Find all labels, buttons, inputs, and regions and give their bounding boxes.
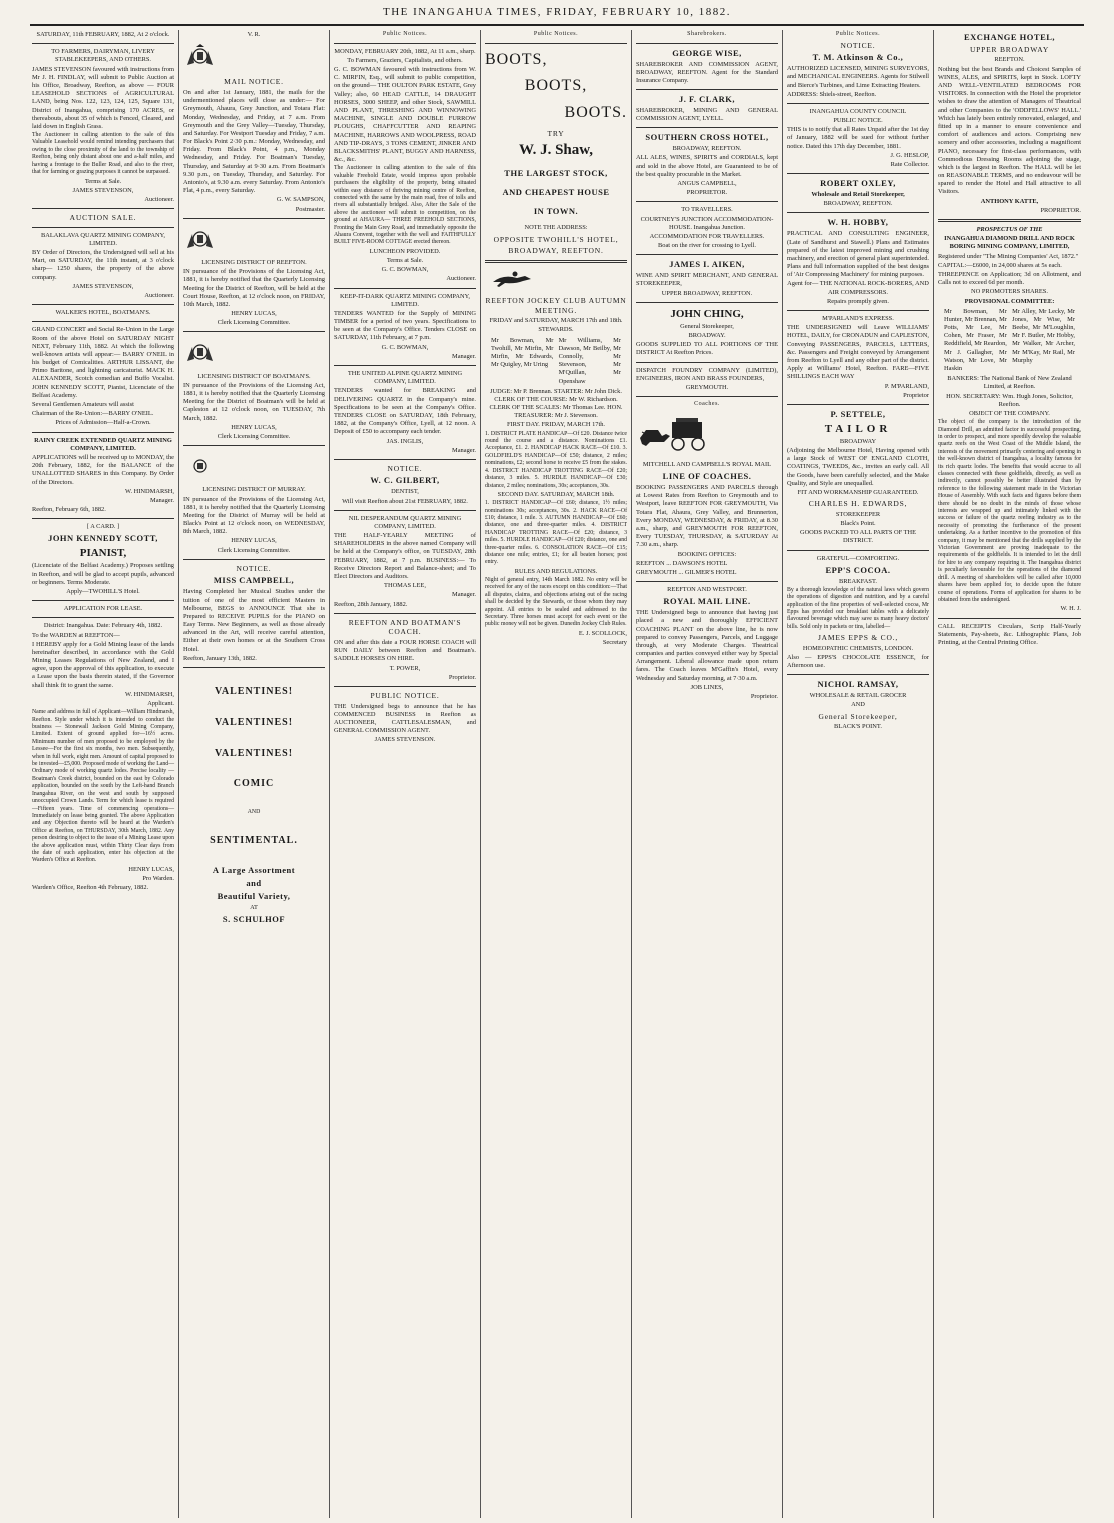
valentines-comic: COMIC — [233, 778, 275, 790]
prospectus-no-promoters: NO PROMOTERS SHARES. — [971, 288, 1048, 296]
oxley-sub: Wholesale and Retail Storekeeper, — [811, 191, 905, 199]
auction-role: Auctioneer. — [144, 195, 174, 203]
settele-address: BROADWAY — [839, 437, 877, 445]
keep-it-dark-body: TENDERS WANTED for the Supply of MINING TIMBER for a period of two years. Specifications to be seen at the Company's Office. Tenders CLOSE on SATURDAY, 11th February, at 7 p.m. — [334, 309, 476, 342]
mitchell-campbell-body: BOOKING PASSENGERS AND PARCELS through at Lowest Rates from Reefton to Greymouth and to Westport, leave REEFTON FOR GREYMOUTH, Via Totara Flat, Ahaura, Grey Valley, and Brunnerton, Every MONDAY, WEDNESDAY, & FRIDAY, at 8.30 a.m., sharp, and GREYMOUTH FOR REEFTON, Every TUESDAY, THURSDAY, & SATURDAY At 7.30 a.m., sharp. — [636, 484, 778, 549]
mparland-signature: P. M'PARLAND, — [884, 382, 929, 390]
reefton-boatmans-body: ON and after this date a FOUR HORSE COACH will RUN DAILY between Reefton and Boatman's. SADDLE HORSES ON HIRE. — [334, 638, 476, 663]
auction-signature: JAMES STEVENSON, — [72, 186, 134, 194]
shaw-opposite: OPPOSITE TWOHILL'S HOTEL, — [493, 234, 619, 244]
valentines-1: VALENTINES! — [214, 686, 294, 697]
epps-breakfast: BREAKFAST. — [839, 577, 877, 585]
nil-desperandum-body: THE HALF-YEARLY MEETING of SHAREHOLDERS in the above named Company will be held at the Company's office, on TUESDAY, 28th FEBRUARY, 1882, at 7 p.m. BUSINESS:— To Receive Directors Report and Balance-sheet; and To Elect Directors and Auditors. — [334, 532, 476, 581]
boots-try: TRY — [547, 129, 565, 139]
call-receipts: CALL RECEIPTS Circulars, Scrip Half-Yearly Statements, Pay-sheets, &c. Lithographic Plans, Job Printing, at the Central Printing Office. — [938, 622, 1081, 646]
bowman-signature: G. C. BOWMAN, — [381, 266, 429, 274]
southern-cross-address: BROADWAY, REEFTON. — [672, 145, 742, 153]
prospectus-secretary: HON. SECRETARY: Wm. Hugh Jones, Solicitor, Reefton. — [946, 392, 1073, 408]
coaches-label: Coaches. — [694, 401, 720, 408]
schulhof-name: S. SCHULHOF — [222, 914, 286, 925]
atkinson-name: T. M. Atkinson & Co., — [812, 52, 904, 63]
rainy-body: APPLICATIONS will be received up to MONDAY, the 20th February, 1882, for the BALANCE of the UNALLOTTED SHARES in this Company. By Order of the Directors. — [32, 453, 174, 486]
nil-desperandum-title: NIL DESPERANDUM QUARTZ MINING COMPANY, LIMITED. — [348, 514, 462, 530]
miss-campbell-title: MISS CAMPBELL, — [213, 575, 295, 586]
atkinson-notice: NOTICE. — [840, 40, 876, 50]
epps-cocoa: EPP'S COCOA. — [825, 564, 891, 575]
prospectus-company: INANGAHUA DIAMOND DRILL AND ROCK BORING MINING COMPANY, LIMITED, — [944, 235, 1075, 251]
atkinson-address: ADDRESS: Shiels-street, Reefton. — [787, 90, 877, 98]
valentines-and-2: and — [246, 878, 262, 889]
shaw-broadway: BROADWAY, REEFTON. — [508, 246, 604, 256]
mitchell-campbell-title: MITCHELL AND CAMPBELL'S ROYAL MAIL — [642, 460, 772, 468]
walker-prices: Prices of Admission—Half-a-Crown. — [55, 419, 151, 427]
settele-tailor: TAILOR — [824, 422, 892, 435]
column-4 — [481, 30, 632, 1518]
notice-title: NOTICE. — [236, 563, 272, 573]
prospectus-bankers: BANKERS: The National Bank of New Zealand Limited, at Reefton. — [947, 375, 1072, 391]
second-day-events: 1. DISTRICT HANDICAP—Of £60; distance, 1½ miles; nominations 30s; acceptances, 30s. 2. HACK RACE—Of £10; distance, 1 mile. 3. AUTUMN HANDICAP—Of £60; distance, one and three-quarter miles. 4. DISTRICT HANDICAP TROTTING RACE—Of £20; distance, 3 miles. 5. HURDLE HANDICAP—Of £20; distance, one and three-quarter miles. 6. CONSOLATION RACE—Of £15; distance one mile; entries, £1; for all beaten horses; post entry. — [485, 500, 627, 566]
section-label: Public Notices. — [835, 31, 881, 37]
royal-arms-emblem — [183, 43, 217, 69]
auction-terms: Terms at Sale. — [84, 177, 122, 185]
balaklava-company: BALAKLAVA QUARTZ MINING COMPANY, LIMITED. — [40, 231, 165, 247]
licensing-murray-title: LICENSING DISTRICT OF MURRAY. — [202, 486, 306, 494]
county-council-body: THIS is to notify that all Rates Unpaid after the 1st day of January, 1882 will be sued for without further notice. Dated this 17th day December, 1881. — [787, 126, 929, 150]
royal-arms-emblem — [183, 226, 217, 252]
bowman-terms: Terms at Sale. — [386, 256, 424, 264]
miss-campbell-body: Having Completed her Musical Studies under the tuition of one of the most efficient Masters in Melbourne, BEGS to ANNOUNCE That she is Prepared to RECEIVE PUPILS for the PIANO on Easy Terms. New Beginners, as well as those already advanced in the Art, will receive careful attention, Either at their own homes or at the Southern Cross Hotel. — [183, 588, 325, 653]
rules-title: RULES AND REGULATIONS. — [514, 567, 598, 575]
royal-mail-role: Proprietor. — [750, 693, 778, 701]
clark-name: J. F. CLARK, — [679, 94, 735, 105]
miss-campbell-date: Reefton, January 13th, 1882. — [183, 654, 257, 662]
nil-desperandum-role: Manager. — [452, 591, 476, 599]
lease-role-2: Pro Warden. — [142, 874, 174, 882]
column-6 — [783, 30, 934, 1518]
john-ching-body: GOODS SUPPLIED TO ALL PORTIONS OF THE DISTRICT At Reefton Prices. — [636, 341, 778, 357]
prospectus-committee: PROVISIONAL COMMITTEE: — [964, 297, 1055, 305]
county-council-title: INANGAHUA COUNTY COUNCIL — [809, 107, 907, 115]
mail-role: Postmaster. — [295, 205, 325, 213]
aiken-address: UPPER BROADWAY, REEFTON. — [661, 289, 753, 297]
licensing-murray-role: Clerk Licensing Committee. — [217, 546, 291, 554]
exchange-hotel-signature: ANTHONY KATTE, — [980, 197, 1039, 205]
oxley-name: ROBERT OXLEY, — [820, 178, 896, 189]
gilbert-name: W. C. GILBERT, — [370, 475, 440, 486]
auction-note: The Auctioneer in calling attention to the sale of this Valuable Leasehold would remind intending purchasers that owing to the close proximity of the land to the township of Reefton, being only distant about one and a-half miles, and having a frontage to the Buller Road, and also to the river, that for farming or grazing purposes it cannot be surpassed. — [32, 132, 174, 176]
shaw-town: IN TOWN. — [533, 205, 579, 216]
royal-arms-emblem — [183, 339, 217, 365]
bowman-role: Auctioneer. — [446, 275, 476, 283]
courtneys-junction: COURTNEY'S JUNCTION ACCOMMODATION-HOUSE. Inangahua Junction. — [640, 215, 774, 231]
jockey-club-title: REEFTON JOCKEY CLUB AUTUMN MEETING. — [485, 296, 627, 315]
prospectus-body: The object of the company is the introduction of the Diamond Drill, an admitted factor in successful prospecting, in order to prospect, and more speedily develop the valuable quartz reefs on the West Coast of the Middle Island, the interests of the movement primarily centering and opening in the well-known district of Inangahua, a locality famous for its rich quartz lodes. The benefits that would accrue to all classes connected with these goldfields, directly, as well as indirectly, cannot possibly be better illustrated than by reference to the following statement made in the Victorian House of Assembly. With such facts and figures before them there should be no doubt in the minds of those whose interests are wrapped up and intimately linked with the success or failure of the quartz reefing industry as to the necessity of promoting the furtherance of the present undertaking. As a further incentive to the promotion of this company, it may be mentioned that the drills supplied by the Victorian Government are proving inadequate to the requirements of the goldfields. It is intended to let the drill for hire to any company requiring it. The Inangahua district is peculiarly favourable for the operations of the diamond drill. A meeting of shareholders will be called after 10,000 shares have been applied for, to decide upon the future course of operations. Forms of application for shares to be obtained from the undersigned. — [938, 419, 1081, 603]
oxley-address: BROADWAY, REEFTON. — [823, 200, 893, 208]
lease-date: Warden's Office, Reefton 4th February, 1882. — [32, 884, 149, 892]
exchange-hotel-body: Nothing but the best Brands and Choicest Samples of WINES, ALES, and SPIRITS, kept in Stock. LOFTY AND WELL-VENTILATED BEDROOMS FOR VISITORS. In connection with the Hotel the proprietor wishes to draw the attention of Managers of Theatrical and other Companies to the 'ODDFELLOWS' HALL.' Which has lately been entirely renovated, enlarged, and fitted up in a manner to ensure convenience and comfort of audiences and actors. Comprising new scenery and other accessories, including a magnificent PIANO, necessary for first-class performances, with Commodious Dressing Rooms adjoining the stage, which is the largest in Reefton. The HALL will be let on REASONABLE TERMS, and no endeavour will be spared to render the Hotel and Hall attractive to all Visitors. — [938, 65, 1081, 196]
column-5 — [632, 30, 783, 1518]
royal-mail-line: ROYAL MAIL LINE. — [663, 596, 751, 607]
licensing-boatmans-title: LICENSING DISTRICT OF BOATMAN'S. — [197, 372, 311, 380]
nil-desperandum-signature: THOMAS LEE, — [384, 582, 426, 590]
rainy-title: RAINY CREEK EXTENDED QUARTZ MINING COMPANY, LIMITED. — [34, 436, 172, 452]
reefton-boatmans-role: Proprietor. — [448, 673, 476, 681]
auction-to: TO FARMERS, DAIRYMAN, LIVERY STABLEKEEPERS, AND OTHERS. — [51, 48, 155, 64]
dispatch-foundry-address: GREYMOUTH. — [685, 383, 729, 391]
george-wise-body: SHAREBROKER AND COMMISSION AGENT, BROADWAY, REEFTON. Agent for the Standard Insurance Company. — [636, 60, 778, 84]
section-label: Public Notices. — [382, 31, 428, 37]
prospectus-title: PROSPECTUS OF THE — [976, 226, 1043, 234]
line-of-coaches: LINE OF COACHES. — [662, 471, 752, 482]
lease-details: Name and address in full of Applicant—William Hindmarsh, Reefton. Style under which it is intended to conduct the business — Stonewall Jackson Gold Mining Company, Limited. Extent of ground applied for—16½ acres. Minimum number of men proposed to be employed by the Lessee—For the first six months, two men. Subsequently, when in full work, eight men. Amount of capital proposed to be invested—£5,000. Proposed mode of working the Land—Ordinary mode of working quartz lodes. Precise locality — Boatman's Creek district, bounded on the east by Colorado application, bounded on the south by the Left-hand Branch Inangahua River, on the west and south by supposed unoccupied Crown Lands. Term for which lease is required—Fifteen years. Time of commencing operations—Immediately on lease being granted. The above Application and any Objection thereto will be heard at the Warden's Office at Reefton, on THURSDAY, 30th March, 1882. Any person desiring to object to the issue of a Mining Lease upon the above application must, within Thirty Clear days from the date of such application, enter his objection at the Warden's Office at Reefton. — [32, 709, 174, 864]
jockey-club-dates: FRIDAY and SATURDAY, MARCH 17th and 18th. — [489, 317, 623, 325]
committee-list — [938, 307, 1081, 375]
stewards-left: Mr Bowman, Mr Twohill, Mr Mirfin, Mr Mirfin, Mr Edwards, Mr Quigley, Mr Uring — [491, 336, 554, 369]
lease-signature-2: HENRY LUCAS, — [128, 865, 174, 873]
rainy-date: Reefton, February 6th, 1882. — [32, 506, 106, 514]
settele-body: (Adjoining the Melbourne Hotel, Having opened with a large Stock of WEST OF ENGLAND CLOTH, COATINGS, TWEEDS, &c., invites an early call. All the Goods, have been carefully selected, and the Make Quality, and Style are unequalled. — [787, 447, 929, 487]
gilbert-dentist: DENTIST, — [391, 488, 419, 496]
hobby-repairs: Repairs promptly given. — [827, 297, 889, 305]
walker-title: WALKER'S HOTEL, BOATMAN'S. — [55, 309, 151, 317]
county-council-public: PUBLIC NOTICE. — [833, 117, 883, 125]
rainy-signature: W. HINDMARSH, — [125, 487, 174, 495]
edwards-address: Black's Point. — [840, 519, 876, 527]
gilbert-notice: NOTICE. — [387, 463, 423, 473]
mail-notice-body: On and after 1st January, 1881, the mails for the undermentioned places will close as under:— For Greymouth, Ahaura, Grey Junction, and Totara Flat: Monday, Wednesday, and Friday, at 7 a.m. From Greymouth and the Grey Valley—Tuesday, Thursday, and Saturday. For Westport Tuesday and Friday, 7 a.m. For Black's Point 2·30 p.m.: Monday, Wednesday, and Friday. From Black's Point, 4 p.m., Monday Wednesday, and Friday. For Boatman's Tuesday, Thursday, and Saturday at 9·30 a.m. From Boatman's 9.30 p.m., on Tuesday, Thursday, and Saturday. For Antonio's, at 9.30 a.m. every Saturday. From Antonio's Flat, 4 p.m., every Saturday. — [183, 88, 325, 195]
column-3 — [330, 30, 481, 1518]
bowman-date: MONDAY, FEBRUARY 20th, 1882, At 11 a.m., sharp. — [334, 47, 476, 55]
licensing-boatmans-role: Clerk Licensing Committee. — [217, 432, 291, 440]
ramsay-name: NICHOL RAMSAY, — [817, 679, 899, 690]
walker-body: GRAND CONCERT and Social Re-Union in the Large Room of the above Hotel on SATURDAY NIGHT NEXT, February 11th, 1882. At which the following well-known artists will appear:— BARRY O'NEIL in his budget of Comicalities. ARTHUR LISSANT, the Primo Baritone, and lightning caricaturist. MACK H. ALEXANDER, Scotch comedian and Buffo Vocalist. JOHN KENNEDY SCOTT, Pianist, Licenciate of the Belfast Academy. — [32, 326, 174, 399]
southern-cross-role: PROPRIETOR. — [686, 189, 728, 197]
prospectus-threepence: THREEPENCE on Application; 3d on Allotment, and Calls not to exceed 6d per month. — [938, 270, 1081, 287]
licensing-reefton-body: IN pursuance of the Provisions of the Licensing Act, 1881, it is hereby notified that the Quarterly Licensing Meeting for the District of Reefton, will be held at the Court House, Reefton, at 12 o'clock noon, on FRIDAY, 10th March, 1882. — [183, 268, 325, 308]
column-7 — [934, 30, 1085, 1518]
bowman-to: To Farmers, Graziers, Capitalists, and others. — [347, 56, 463, 64]
royal-mail-signature: JOB LINES, — [690, 683, 724, 691]
lease-signature: W. HINDMARSH, — [125, 690, 174, 698]
bowman-body: G. C. BOWMAN favoured with instructions from W. C. MIRFIN, Esq., will submit to public competition, on the ground— THE OULTON PARK ESTATE, Grey Valley; also, 60 HEAD CATTLE, 14 DRAUGHT HORSES, 3000 SHEEP, and other Stock, SAWMILL AND PLANT, THRESHING AND WINNOWING MACHINE, SINGLE AND DOUBLE FURROW PLOUGHS, CHAFFCUTTER AND REAPING MACHINE, HARROWS AND WOOLPRESS, ROAD AND TIP-DRAYS, 3 TONS CEMENT, JINKER AND BLACKSMITHS' PLANT, BUGGY AND HARNESS, &c., &c. — [334, 66, 476, 164]
john-ching-name: JOHN CHING, — [670, 307, 744, 320]
balaklava-body: BY Order of Directors, the Undersigned will sell at his Mart, on SATURDAY, the 11th instant, at 3 o'clock sharp— 1250 shares, the property of the above company. — [32, 249, 174, 281]
reefton-boatmans-signature: T. POWER, — [389, 664, 421, 672]
prospectus-capital: CAPITAL:—£6000, in 24,000 shares at 5s each. — [938, 261, 1062, 269]
valentines-and: AND — [247, 809, 261, 816]
exchange-hotel-role: PROPRIETOR. — [1040, 206, 1081, 214]
ramsay-address: BLACK'S POINT. — [834, 723, 882, 731]
card-apply: Apply—TWOHILL'S Hotel. — [66, 587, 140, 595]
epps-company: JAMES EPPS & CO., — [817, 633, 899, 643]
card-name: JOHN KENNEDY SCOTT, — [48, 533, 158, 544]
rainy-role: Manager. — [150, 496, 174, 504]
prospectus-signature: W. H. J. — [1060, 605, 1081, 613]
card-title: PIANIST, — [79, 547, 127, 560]
exchange-hotel-sub: UPPER BROADWAY — [969, 44, 1050, 54]
shaw-cheapest: AND CHEAPEST HOUSE — [502, 186, 610, 197]
masthead: THE INANGAHUA TIMES, FRIDAY, FEBRUARY 10, 1882. — [30, 6, 1084, 26]
accommodation: ACCOMMODATION FOR TRAVELLERS. — [649, 232, 765, 240]
reefton-boatmans-title: REEFTON AND BOATMAN'S COACH. — [348, 617, 462, 637]
boots-3: BOOTS. — [564, 103, 627, 121]
hobby-name: W. H. HOBBY, — [827, 217, 889, 228]
aiken-body: WINE AND SPIRIT MERCHANT, AND GENERAL STOREKEEPER, — [636, 272, 778, 288]
shaw-name: W. J. Shaw, — [518, 141, 594, 158]
booking-offices: BOOKING OFFICES: — [677, 550, 737, 558]
prospectus-registered: Registered under "The Mining Companies' Act, 1872." — [938, 252, 1079, 260]
vr-mark: V. R. — [247, 31, 261, 38]
booking-reefton: REEFTON ... DAWSON'S HOTEL — [636, 559, 728, 567]
lease-to: To the WARDEN at REEFTON— — [32, 631, 120, 639]
bowman-luncheon: LUNCHEON PROVIDED. — [369, 247, 441, 255]
john-ching-sub: General Storekeeper, — [680, 322, 734, 330]
stewards-right: Mr Williams, Mr Dawson, Mr Beilby, Mr Connolly, Mr Stevenson, Mr M'Quillan, Mr Openshaw — [558, 336, 621, 385]
shaw-note-address: NOTE THE ADDRESS: — [524, 224, 588, 232]
licensing-murray-signature: HENRY LUCAS, — [231, 537, 277, 545]
prospectus-object-title: OBJECT OF THE COMPANY. — [969, 409, 1050, 417]
mparland-role: Proprietor — [903, 391, 929, 399]
southern-cross-signature: ANGUS CAMPBELL, — [677, 179, 737, 187]
edwards-goods: GOODS PACKED TO ALL PARTS OF THE DISTRICT. — [799, 529, 917, 545]
united-alpine-signature: JAS. INGLIS, — [386, 437, 424, 445]
southern-cross-body: ALL ALES, WINES, SPIRITS and CORDIALS, kept and sold in the above Hotel, are Guaranteed to be of the best quality procurable in the Market. — [636, 154, 778, 178]
walker-more: Several Gentlemen Amateurs will assist — [32, 401, 134, 409]
epps-also: Also — EPPS'S CHOCOLATE ESSENCE, for Afternoon use. — [787, 653, 929, 670]
committee-left: Mr Bowman, Mr Hunter, Mr Brennan, Mr Potts, Mr Lee, Mr Cohen, Mr Fraser, Mr Reddifield, Mr Reardon, Mr J. Gallagher, Mr Watson, Mr Love, Mr Haskin — [944, 307, 1007, 373]
walker-chair: Chairman of the Re-Union:—BARRY O'NEIL. — [32, 410, 154, 418]
auction-date: SATURDAY, 11th FEBRUARY, 1882, At 2 o'clock. — [36, 31, 170, 38]
keep-it-dark-title: KEEP-IT-DARK QUARTZ MINING COMPANY, LIMITED. — [339, 292, 471, 308]
rules-role: Secretary — [602, 638, 627, 646]
clark-body: SHAREBROKER, MINING AND GENERAL COMMISSION AGENT, LYELL. — [636, 106, 778, 123]
stewards-label: STEWARDS. — [538, 326, 574, 334]
edwards-sub: STOREKEEPER — [835, 510, 881, 518]
ramsay-and: AND — [851, 701, 865, 709]
keep-it-dark-signature: G. C. BOWMAN, — [381, 343, 429, 351]
second-day: SECOND DAY. SATURDAY, MARCH 18th. — [497, 490, 615, 498]
section-label: Sharebrokers. — [687, 31, 727, 37]
lease-district: District: Inangahua. Date: February 4th, 1882. — [43, 622, 163, 630]
bowman-note: The Auctioneer in calling attention to the sale of this valuable Freehold Estate, would impress upon probable purchasers the eligibility of the property, being situated within easy distance of thriving mining centre of Reefton, connected with the same by the main road, free of tolls and rivers all substantially bridged. Also, After the Sale of the above the auctioneer will submit to competition, on the ground at AHAURA— THREE FREEHOLD SECTIONS, Fronting the Main Grey Road, and immediately opposite the Ahaura Convent, together with the well and FAITHFULLY BUILT FIVE-ROOM COTTAGE erected thereon. — [334, 165, 476, 246]
balaklava-signature: JAMES STEVENSON, — [72, 282, 134, 290]
rules-signature: E. J. SCOLLOCK, — [578, 629, 627, 637]
epps-company-sub: HOMEOPATHIC CHEMISTS, LONDON. — [802, 644, 914, 652]
epps-body: By a thorough knowledge of the natural laws which govern the operations of digestion and nutrition, and by a careful application of the fine properties of well-selected cocoa, Mr Epps has provided our breakfast tables with a delicately flavoured beverage which may save us many heavy doctors' bills. Sold only in packets or tins, labelled— — [787, 586, 929, 630]
exchange-hotel-town: REEFTON. — [994, 56, 1025, 64]
boots-2: BOOTS, — [524, 77, 588, 95]
first-day-events: 1. DISTRICT PLATE HANDICAP—Of £20. Distance twice round the course and a distance. Nominations £1. Acceptance, £1. 2. HANDICAP HACK RACE—Of £10. 3. GOLDFIELD'S HANDICAP—Of £50; distance, 2 miles; nominations, £2; second horse to receive £5 from the stakes. 4. DISTRICT HANDICAP TROTTING RACE—Of £20; distance, 3 miles. 5. HURDLE HANDICAP—Of £30; distance, 2 miles; nominations, 30s; acceptances, 30s. — [485, 430, 627, 489]
epps-pre: GRATEFUL—COMFORTING. — [816, 554, 900, 562]
stagecoach-icon — [636, 414, 726, 454]
dispatch-foundry-body: DISPATCH FOUNDRY COMPANY (LIMITED), ENGINEERS, IRON AND BRASS FOUNDERS, — [636, 366, 778, 382]
licensing-boatmans-body: IN pursuance of the Provisions of the Licensing Act, 1881, it is hereby notified that the Quarterly Licensing Meeting for the District of Boatman's will be held at Capleston at 12 o'clock noon, on TUESDAY, 7th March, 1882. — [183, 381, 325, 422]
newspaper-columns — [28, 30, 1086, 1518]
united-alpine-title: THE UNITED ALPINE QUARTZ MINING COMPANY, LIMITED. — [347, 370, 463, 386]
valentines-2: VALENTINES! — [214, 716, 294, 728]
united-alpine-role: Manager. — [452, 446, 476, 454]
lease-role: Applicant. — [147, 700, 174, 708]
column-1 — [28, 30, 179, 1518]
royal-mail-body: THE Undersigned begs to announce that having just placed a new and thoroughly EFFICIENT COACHING PLANT on the above line, he is now prepared to convey Passengers, Parcels, and Luggage through, at very Moderate Charges. Theatrical companies and parties conveyed either way by Special Arrangement. Liberal allowance made upon return fares. The Coach leaves M'Gaffin's Hotel, every Wednesday and Saturday morning, at 7·30 a.m. — [636, 609, 778, 682]
auction-sale-title: AUCTION SALE. — [69, 213, 137, 223]
valentines-at: AT — [250, 904, 258, 912]
mparland-body: THE UNDERSIGNED will Leave WILLIAMS' HOTEL, DAILY, for CRONADUN and CAPLESTON, Conveying PASSENGERS, PARCELS, LETTERS, &c. Passengers and Freight conveyed by Arrangement from Reefton to Lyell and any other part of the district. Apply at Williams' Hotel, Reefton. FARE—FIVE SHILLINGS EACH WAY — [787, 324, 929, 381]
reefton-westport: REEFTON AND WESTPORT. — [667, 586, 747, 594]
public-notice-title: PUBLIC NOTICE. — [370, 690, 440, 700]
royal-arms-emblem — [183, 453, 217, 479]
george-wise-name: GEORGE WISE, — [672, 47, 742, 58]
county-council-role: Rate Collector. — [890, 161, 929, 169]
ramsay-sub: General Storekeeper, — [818, 711, 898, 721]
licensing-boatmans-signature: HENRY LUCAS, — [231, 423, 277, 431]
column-2 — [179, 30, 330, 1518]
boat-crossing: Boat on the river for crossing to Lyell. — [658, 242, 756, 250]
united-alpine-body: TENDERS wanted for BREAKING and DELIVERING QUARTZ in the Company's mine. Specifications to be seen at the Company's Office. TENDERS CLOSE on SATURDAY, 18th February, 1882, at the Company's Office, Lyell, at 12 noon. A Deposit of £50 to accompany each tender. — [334, 387, 476, 436]
licensing-reefton-title: LICENSING DISTRICT OF REEFTON. — [201, 258, 307, 266]
valentines-sentimental: SENTIMENTAL. — [210, 834, 298, 846]
shaw-largest: THE LARGEST STOCK, — [504, 167, 608, 178]
exchange-hotel-title: EXCHANGE HOTEL, — [963, 32, 1056, 42]
lease-body: I HEREBY apply for a Gold Mining lease of the lands hereinafter described, in accordance with the Gold Mining Leases Regulations of New Zealand, and I agree, upon the approval of this application, to execute a Lease upon the basis therein stated, if the Governor shall think fit to grant the same. — [32, 640, 174, 689]
nil-desperandum-date: Reefton, 28th January, 1882. — [334, 600, 408, 608]
hobby-body: PRACTICAL AND CONSULTING ENGINEER, (Late of Sandhurst and Stawell.) Plans and Estimates prepared of the latest improved mining and crushing machinery, and erection of general plant superintended. Plans and full information supplied of the best designs of 'Air Compressing Machinery' for mining purposes. — [787, 230, 929, 279]
card-label: [ A CARD. ] — [86, 523, 120, 531]
gilbert-body: Will visit Reefton about 21st FEBRUARY, 1882. — [342, 497, 468, 505]
committee-right: Mr Alley, Mr Lecky, Mr Jones, Mr Wise, Mr Beebe, Mr M'Loughlin, Mr F. Butler, Mr Hobby, Mr Walker, Mr Archer, Mr M'Kay, Mr Rail, Mr Murphy — [1012, 307, 1075, 364]
mail-notice-title: MAIL NOTICE. — [224, 77, 284, 87]
southern-cross-title: SOUTHERN CROSS HOTEL, — [645, 132, 769, 143]
mail-signature: G. W. SAMPSON, — [276, 196, 325, 204]
stewards-list — [485, 336, 627, 387]
auction-body: JAMES STEVENSON favoured with instructions from Mr J. H. FINDLAY, will submit to Public Auction at his Office, Broadway, Reefton, as above — FOUR LEASEHOLD SECTIONS of AGRICULTURAL LAND, being Nos. 122, 123, 124, 125, Square 131, District of Inangahua, comprising 170 ACRES, or thereabouts, about 35 of which is Fenced, Cleared, and laid down in English Grass. — [32, 65, 174, 130]
ramsay-body: WHOLESALE & RETAIL GROCER — [809, 692, 907, 700]
atkinson-body: AUTHORIZED LICENSED, MINING SURVEYORS, and MECHANICAL ENGINEERS. Agents for Stilwell and Bierce's Turbines, and Lime Extracting Heaters. — [787, 65, 929, 89]
licensing-reefton-role: Clerk Licensing Committee. — [217, 319, 291, 327]
valentines-variety: Beautiful Variety, — [217, 891, 291, 902]
booking-greymouth: GREYMOUTH ... GILMER'S HOTEL — [636, 568, 737, 576]
mparland-title: M'PARLAND'S EXPRESS. — [822, 315, 894, 323]
settele-name: P. SETTELE, — [830, 408, 886, 419]
aiken-name: JAMES I. AIKEN, — [669, 259, 745, 270]
rules-body: Night of general entry, 14th March 1882. No entry will be received for any of the races except on this condition:—That all disputes, claims, and objections arising out of the racing shall be decided by the Stewards, or those whom they may appoint. All entries to be sealed and addressed to the Secretary. Three horses must accept for each event or the public money will not be given. Dunedin Jockey Club Rules. — [485, 576, 627, 628]
hobby-agent: Agent for— THE NATIONAL ROCK-BORERS, AND AIR COMPRESSORS. — [787, 280, 929, 296]
valentines-assortment: A Large Assortment — [212, 865, 296, 876]
first-day: FIRST DAY. FRIDAY, MARCH 17th. — [506, 421, 606, 429]
travellers-title: TO TRAVELLERS. — [681, 206, 733, 214]
valentines-3: VALENTINES! — [214, 747, 294, 759]
edwards-name: CHARLES H. EDWARDS, — [808, 499, 908, 509]
race-officials: JUDGE: Mr P. Brennan. STARTER: Mr John Dick. CLERK OF THE COURSE: Mr W. Richardson. CLERK OF THE SCALES: Mr Thomas Lee. HON. TREASURER: Mr J. Stevenson. — [489, 387, 623, 420]
racehorse-jockey-icon — [485, 270, 545, 288]
settele-guarantee: FIT AND WORKMANSHIP GUARANTEED. — [797, 488, 919, 496]
john-ching-address: BROADWAY. — [688, 332, 726, 339]
card-body: (Licenciate of the Belfast Academy.) Proposes settling in Reefton, and will be glad to accept pupils, advanced or beginners. Terms Moderate. — [32, 562, 174, 586]
boots-1: BOOTS, — [485, 50, 548, 68]
section-label: Public Notices. — [533, 31, 579, 37]
county-council-signature: J. G. HESLOP, — [890, 151, 929, 159]
licensing-murray-body: IN pursuance of the Provisions of the Licensing Act, 1881, it is hereby notified that the Quarterly Licensing Meeting for the District of Murray will be held at Black's Point at 12 o'clock noon, on WEDNESDAY, 8th March, 1882. — [183, 495, 325, 536]
licensing-reefton-signature: HENRY LUCAS, — [231, 310, 277, 318]
public-notice-body: THE Undersigned begs to announce that he has COMMENCED BUSINESS in Reefton as AUCTIONEER, CATTLESALESMAN, and GENERAL COMMISSION AGENT. — [334, 702, 476, 735]
public-notice-signature: JAMES STEVENSON. — [374, 736, 436, 744]
lease-title: APPLICATION FOR LEASE. — [63, 605, 143, 613]
balaklava-role: Auctioneer. — [144, 291, 174, 299]
keep-it-dark-role: Manager. — [452, 352, 476, 360]
